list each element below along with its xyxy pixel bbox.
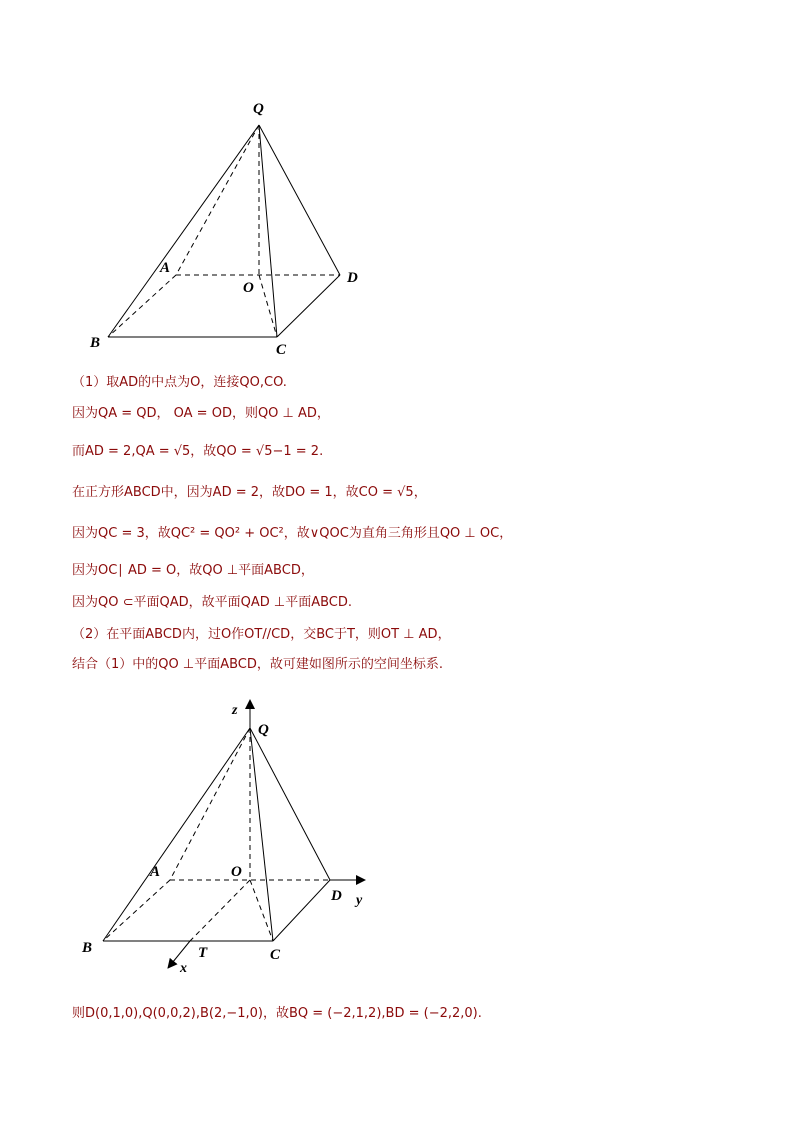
label-y: y <box>356 893 363 908</box>
label-z: z <box>232 703 238 718</box>
edge-CD-2 <box>273 880 330 941</box>
label-D-2: D <box>331 888 342 904</box>
edge-QC-2 <box>250 728 273 941</box>
solution-line-8: （2）在平面ABCD内，过O作OT//CD，交BC于T，则OT ⊥ AD， <box>72 627 451 642</box>
solution-line-2: 因为QA = QD， OA = OD，则QO ⊥ AD， <box>72 406 330 421</box>
label-A: A <box>160 260 171 276</box>
label-D: D <box>347 270 358 286</box>
solution-line-4: 在正方形ABCD中，因为AD = 2，故DO = 1，故CO = √5， <box>72 485 427 500</box>
label-A-2: A <box>150 864 161 880</box>
label-B-2: B <box>82 940 93 956</box>
label-B: B <box>90 335 101 351</box>
label-x: x <box>180 961 187 976</box>
label-C-2: C <box>270 947 281 963</box>
solution-line-1: （1）取AD的中点为O，连接QO,CO. <box>72 375 287 390</box>
edge-OT-2 <box>190 880 250 941</box>
solution-line-6: 因为OC∣ AD = O，故QO ⊥平面ABCD， <box>72 563 314 578</box>
edge-AB-2 <box>103 880 170 941</box>
solution-line-5: 因为QC = 3，故QC² = QO² + OC²，故∨QOC为直角三角形且QO ⊥ OC， <box>72 526 513 541</box>
edge-QA-2 <box>170 728 250 880</box>
label-O-2: O <box>231 864 242 880</box>
edge-QD-2 <box>250 728 330 880</box>
label-Q: Q <box>253 101 264 117</box>
solution-line-3: 而AD = 2,QA = √5，故QO = √5−1 = 2. <box>72 444 324 459</box>
solution-line-10: 则D(0,1,0),Q(0,0,2),B(2,−1,0)，故BQ = (−2,1,2),BD = (−2,2,0). <box>72 1006 482 1021</box>
label-C: C <box>276 342 287 358</box>
label-Q-2: Q <box>258 722 269 738</box>
solution-line-9: 结合（1）中的QO ⊥平面ABCD，故可建如图所示的空间坐标系. <box>72 657 443 672</box>
label-T-2: T <box>198 945 208 961</box>
edge-QB-2 <box>103 728 250 941</box>
label-O: O <box>243 280 254 296</box>
solution-line-7: 因为QO ⊂平面QAD，故平面QAD ⊥平面ABCD. <box>72 595 353 610</box>
